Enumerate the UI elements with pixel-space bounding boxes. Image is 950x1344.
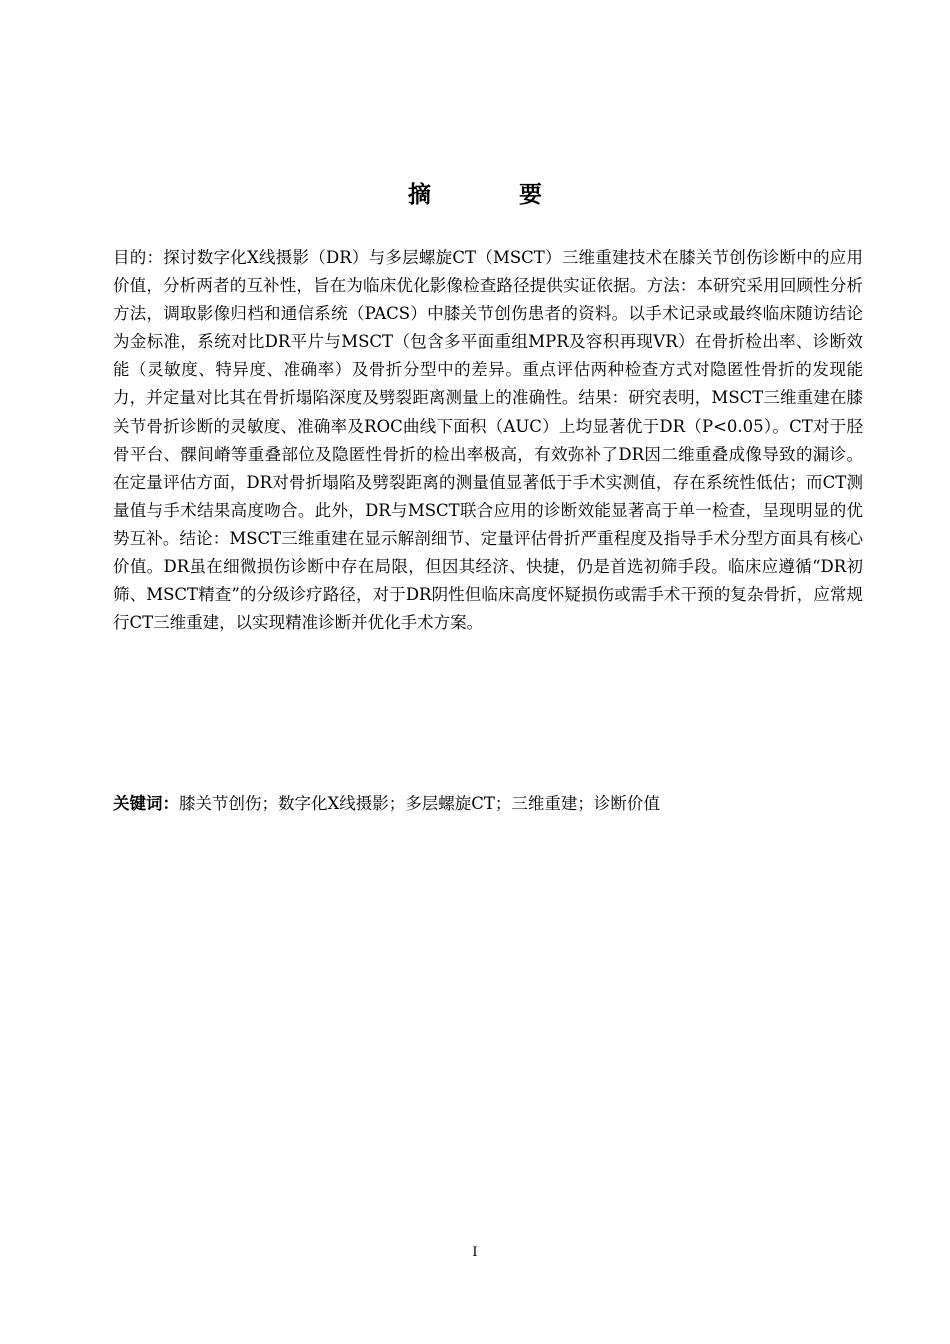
abstract-body: 目的：探讨数字化X线摄影（DR）与多层螺旋CT（MSCT）三维重建技术在膝关节创伤诊断中的应用价值，分析两者的互补性，旨在为临床优化影像检查路径提供实证依据。方法：本研究采用回顾性分析方法，调取影像归档和通信系统（PACS）中膝关节创伤患者的资料。以手术记录或最终临床随访结论为金标准，系统对比DR平片与MSCT（包含多平面重组MPR及容积再现VR）在骨折检出率、诊断效能（灵敏度、特异度、准确率）及骨折分型中的差异。重点评估两种检查方式对隐匿性骨折的发现能力，并定量对比其在骨折塌陷深度及劈裂距离测量上的准确性。结果：研究表明，MSCT三维重建在膝关节骨折诊断的灵敏度、准确率及ROC曲线下面积（AUC）上均显著优于DR（P<0.05）。CT对于胫骨平台、髁间嵴等重叠部位及隐匿性骨折的检出率极高，有效弥补了DR因二维重叠成像导致的漏诊。在定量评估方面，DR对骨折塌陷及劈裂距离的测量值显著低于手术实测值，存在系统性低估；而CT测量值与手术结果高度吻合。此外，DR与MSCT联合应用的诊断效能显著高于单一检查，呈现明显的优势互补。结论：MSCT三维重建在显示解剖细节、定量评估骨折严重程度及指导手术分型方面具有核心价值。DR虽在细微损伤诊断中存在局限，但因其经济、快捷，仍是首选初筛手段。临床应遵循“DR初筛、MSCT精查”的分级诊疗路径，对于DR阴性但临床高度怀疑损伤或需手术干预的复杂骨折，应常规行CT三维重建，以实现精准诊断并优化手术方案。 xyxy=(113,248,863,633)
keywords-label: 关键词： xyxy=(113,794,179,813)
page-number: I xyxy=(472,1245,478,1260)
page-title: 摘 要 xyxy=(407,182,582,208)
keywords-text: 膝关节创伤；数字化X线摄影；多层螺旋CT；三维重建；诊断价值 xyxy=(179,794,660,813)
keywords-line xyxy=(113,790,863,818)
